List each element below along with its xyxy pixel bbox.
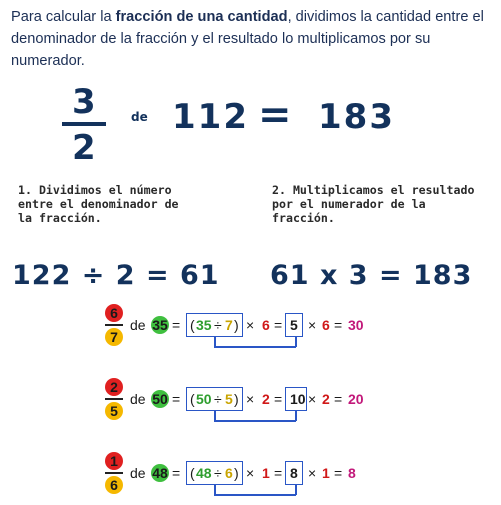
equals-sign: =: [334, 391, 343, 407]
numerator-circle: 2: [105, 378, 123, 396]
divisor-value: 7: [225, 317, 233, 333]
division-operation: 122 ÷ 2 = 61: [12, 260, 220, 291]
close-paren: ): [234, 391, 239, 407]
partial-result: 8: [290, 465, 298, 481]
main-fraction-bar: [62, 122, 106, 126]
partial-result: 5: [290, 317, 298, 333]
times-sign: ×: [308, 465, 317, 481]
dividend-value: 48: [196, 465, 212, 481]
intro-text-part2: , dividimos la cantidad entre el denominador de la fracción y el resultado lo multiplicamos por su numerador.: [11, 9, 484, 69]
partial-result-box: [285, 461, 303, 485]
main-fraction-denominator: 2: [72, 128, 96, 168]
division-box: [186, 461, 243, 485]
dividend-value: 50: [196, 391, 212, 407]
example-row: [100, 377, 430, 423]
result-value: 8: [348, 465, 356, 481]
equals-sign: =: [334, 317, 343, 333]
fraction-bar: [105, 398, 123, 400]
main-result: 183: [318, 97, 395, 137]
main-de-label: de: [131, 110, 148, 124]
connector-line-right: [295, 411, 297, 421]
partial-result: 10: [290, 391, 306, 407]
main-equals: =: [258, 92, 292, 138]
open-paren: (: [190, 465, 195, 481]
example-row: [100, 451, 430, 497]
step-1-line-3: la fracción.: [18, 211, 102, 225]
times-sign: ×: [308, 317, 317, 333]
divisor-value: 6: [225, 465, 233, 481]
result-value: 30: [348, 317, 364, 333]
step-2-text: [272, 183, 474, 225]
multiplier-value: 2: [322, 391, 330, 407]
multiplication-operation: 61 x 3 = 183: [270, 260, 473, 291]
denominator-circle: 5: [105, 402, 123, 420]
step-2-line-1: 2. Multiplicamos el resultado: [272, 183, 475, 197]
division-box: [186, 387, 243, 411]
equals-sign: =: [172, 317, 181, 333]
close-paren: ): [234, 465, 239, 481]
multiplier-value: 2: [262, 391, 270, 407]
divide-sign: ÷: [214, 391, 222, 407]
de-label: de: [130, 391, 146, 407]
connector-line-right: [295, 485, 297, 495]
main-fraction-numerator: 3: [72, 82, 96, 122]
equals-sign: =: [274, 391, 283, 407]
divisor-value: 5: [225, 391, 233, 407]
example-row: [100, 303, 430, 349]
connector-line-bottom: [214, 494, 296, 496]
step-1-line-1: 1. Dividimos el número: [18, 183, 172, 197]
numerator-circle: 1: [105, 452, 123, 470]
multiplier-value: 6: [262, 317, 270, 333]
de-label: de: [130, 465, 146, 481]
times-sign: ×: [246, 317, 255, 333]
divide-sign: ÷: [214, 317, 222, 333]
intro-text-bold: fracción de una cantidad: [115, 9, 288, 25]
fraction-bar: [105, 324, 123, 326]
open-paren: (: [190, 317, 195, 333]
multiplier-value: 1: [322, 465, 330, 481]
times-sign: ×: [246, 465, 255, 481]
connector-line-bottom: [214, 346, 296, 348]
divide-sign: ÷: [214, 465, 222, 481]
de-label: de: [130, 317, 146, 333]
step-2-line-3: fracción.: [272, 211, 335, 225]
quantity-circle: 48: [152, 465, 168, 481]
dividend-value: 35: [196, 317, 212, 333]
intro-text-part1: Para calcular la: [11, 9, 116, 25]
denominator-circle: 6: [105, 476, 123, 494]
multiplier-value: 1: [262, 465, 270, 481]
partial-result-box: [285, 387, 307, 411]
step-1-text: [18, 183, 179, 225]
connector-line-right: [295, 337, 297, 347]
denominator-circle: 7: [105, 328, 123, 346]
connector-line-bottom: [214, 420, 296, 422]
open-paren: (: [190, 391, 195, 407]
result-value: 20: [348, 391, 364, 407]
times-sign: ×: [246, 391, 255, 407]
equals-sign: =: [172, 465, 181, 481]
quantity-circle: 50: [152, 391, 168, 407]
main-quantity: 112: [172, 97, 249, 137]
step-2-line-2: por el numerador de la: [272, 197, 426, 211]
equals-sign: =: [172, 391, 181, 407]
numerator-circle: 6: [105, 304, 123, 322]
equals-sign: =: [274, 465, 283, 481]
equals-sign: =: [274, 317, 283, 333]
times-sign: ×: [308, 391, 317, 407]
partial-result-box: [285, 313, 303, 337]
multiplier-value: 6: [322, 317, 330, 333]
close-paren: ): [234, 317, 239, 333]
intro-paragraph: [11, 6, 495, 72]
equals-sign: =: [334, 465, 343, 481]
division-box: [186, 313, 243, 337]
step-1-line-2: entre el denominador de: [18, 197, 179, 211]
fraction-bar: [105, 472, 123, 474]
quantity-circle: 35: [152, 317, 168, 333]
